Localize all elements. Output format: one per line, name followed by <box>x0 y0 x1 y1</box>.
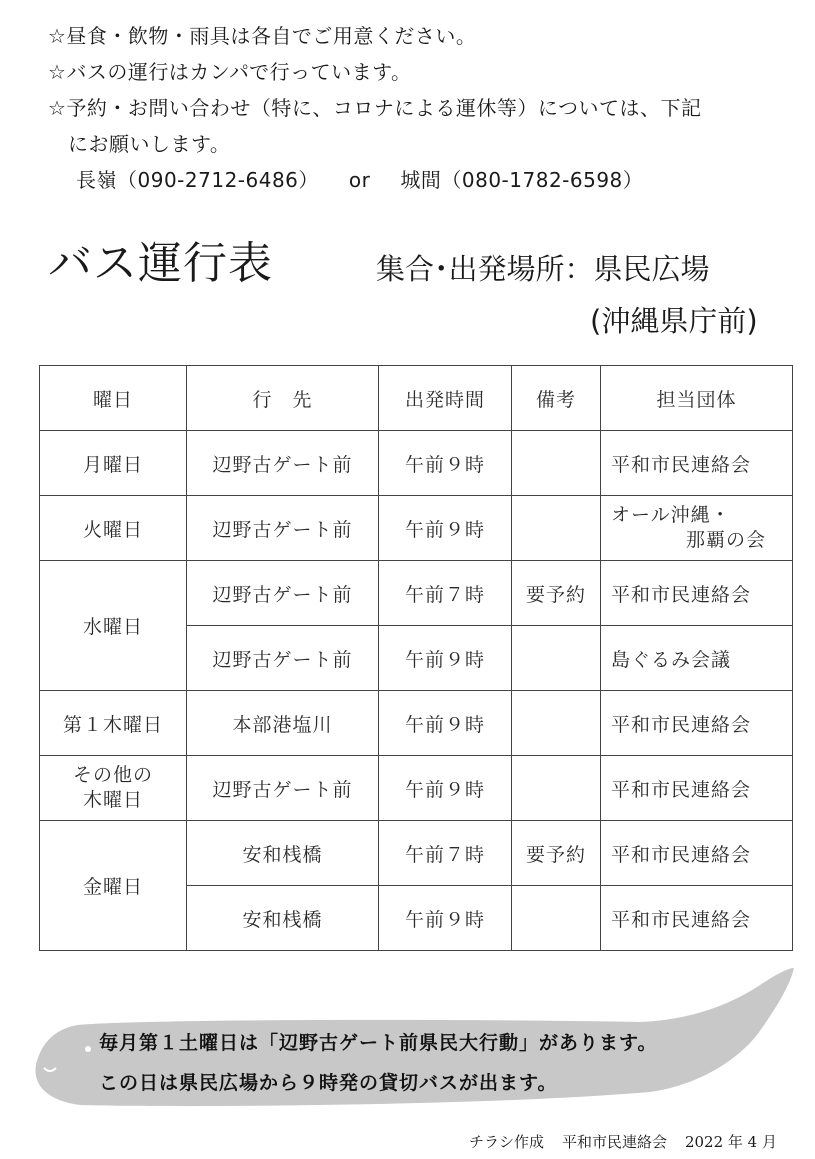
cell-day: 水曜日 <box>40 561 187 691</box>
cell-destination: 辺野古ゲート前 <box>187 561 379 626</box>
cell-organization: 平和市民連絡会 <box>601 821 793 886</box>
cell-time: 午前９時 <box>379 431 512 496</box>
cell-note <box>512 691 601 756</box>
cell-time: 午前９時 <box>379 626 512 691</box>
cell-time: 午前７時 <box>379 561 512 626</box>
org-line-1: オール沖縄・ <box>611 504 731 526</box>
note-bus-fund: ☆バスの運行はカンパで行っています。 <box>48 60 412 84</box>
cell-day: 第１木曜日 <box>40 691 187 756</box>
page-title: バス運行表 <box>48 238 273 289</box>
day-line-2: 木曜日 <box>82 789 143 811</box>
cell-destination: 辺野古ゲート前 <box>187 626 379 691</box>
day-line-1: その他の <box>72 764 153 786</box>
table-row <box>40 821 793 886</box>
cell-organization <box>601 496 793 561</box>
cell-organization: 平和市民連絡会 <box>601 561 793 626</box>
header-departure-time: 出発時間 <box>379 366 512 431</box>
cell-day: 月曜日 <box>40 431 187 496</box>
banner-line-2: この日は県民広場から９時発の貸切バスが出ます。 <box>99 1072 558 1094</box>
cell-time: 午前９時 <box>379 756 512 821</box>
cell-destination: 安和桟橋 <box>187 886 379 951</box>
footer-date: 2022 年 4 月 <box>684 1133 777 1151</box>
cell-organization: 島ぐるみ会議 <box>601 626 793 691</box>
cell-organization: 平和市民連絡会 <box>601 431 793 496</box>
cell-note <box>512 756 601 821</box>
table-header-row <box>40 366 793 431</box>
note-lunch: ☆昼食・飲物・雨具は各自でご用意ください。 <box>48 24 477 48</box>
cell-note <box>512 886 601 951</box>
bus-schedule-table <box>39 365 793 951</box>
cell-note: 要予約 <box>512 821 601 886</box>
contact-nagamine: 長嶺（090-2712-6486） <box>76 168 319 192</box>
table-row <box>40 561 793 626</box>
cell-note: 要予約 <box>512 561 601 626</box>
cell-time: 午前９時 <box>379 496 512 561</box>
meeting-place: 集合･出発場所：県民広場 <box>376 252 710 286</box>
notes-section <box>48 18 788 198</box>
cell-time: 午前９時 <box>379 886 512 951</box>
footer-credit <box>469 1131 777 1152</box>
table-row <box>40 691 793 756</box>
footer-maker: チラシ作成 <box>468 1133 544 1151</box>
cell-destination: 辺野古ゲート前 <box>187 756 379 821</box>
cell-note <box>512 626 601 691</box>
dugong-eye <box>85 1046 91 1052</box>
cell-organization: 平和市民連絡会 <box>601 691 793 756</box>
cell-note <box>512 496 601 561</box>
table-row <box>40 756 793 821</box>
header-note: 備考 <box>512 366 601 431</box>
contact-line <box>48 162 788 198</box>
cell-day <box>40 756 187 821</box>
banner-line-1: 毎月第１土曜日は「辺野古ゲート前県民大行動」があります。 <box>99 1032 658 1054</box>
cell-note <box>512 431 601 496</box>
header-organization: 担当団体 <box>601 366 793 431</box>
cell-organization: 平和市民連絡会 <box>601 756 793 821</box>
cell-time: 午前９時 <box>379 691 512 756</box>
cell-day: 金曜日 <box>40 821 187 951</box>
contact-or: or <box>348 168 371 192</box>
cell-destination: 本部港塩川 <box>187 691 379 756</box>
cell-destination: 安和桟橋 <box>187 821 379 886</box>
meeting-place-sub: (沖縄県庁前) <box>590 304 758 338</box>
header-destination: 行 先 <box>187 366 379 431</box>
table-row <box>40 496 793 561</box>
note-inquiry: ☆予約・お問い合わせ（特に、コロナによる運休等）については、下記 <box>48 96 702 120</box>
cell-day: 火曜日 <box>40 496 187 561</box>
org-line-2: 那覇の会 <box>685 529 766 551</box>
table-row <box>40 431 793 496</box>
header-day: 曜日 <box>40 366 187 431</box>
note-inquiry-cont: にお願いします。 <box>68 132 231 156</box>
cell-organization: 平和市民連絡会 <box>601 886 793 951</box>
cell-destination: 辺野古ゲート前 <box>187 431 379 496</box>
cell-destination: 辺野古ゲート前 <box>187 496 379 561</box>
footer-org: 平和市民連絡会 <box>561 1133 667 1151</box>
cell-time: 午前７時 <box>379 821 512 886</box>
contact-shiroma: 城間（080-1782-6598） <box>400 168 644 192</box>
